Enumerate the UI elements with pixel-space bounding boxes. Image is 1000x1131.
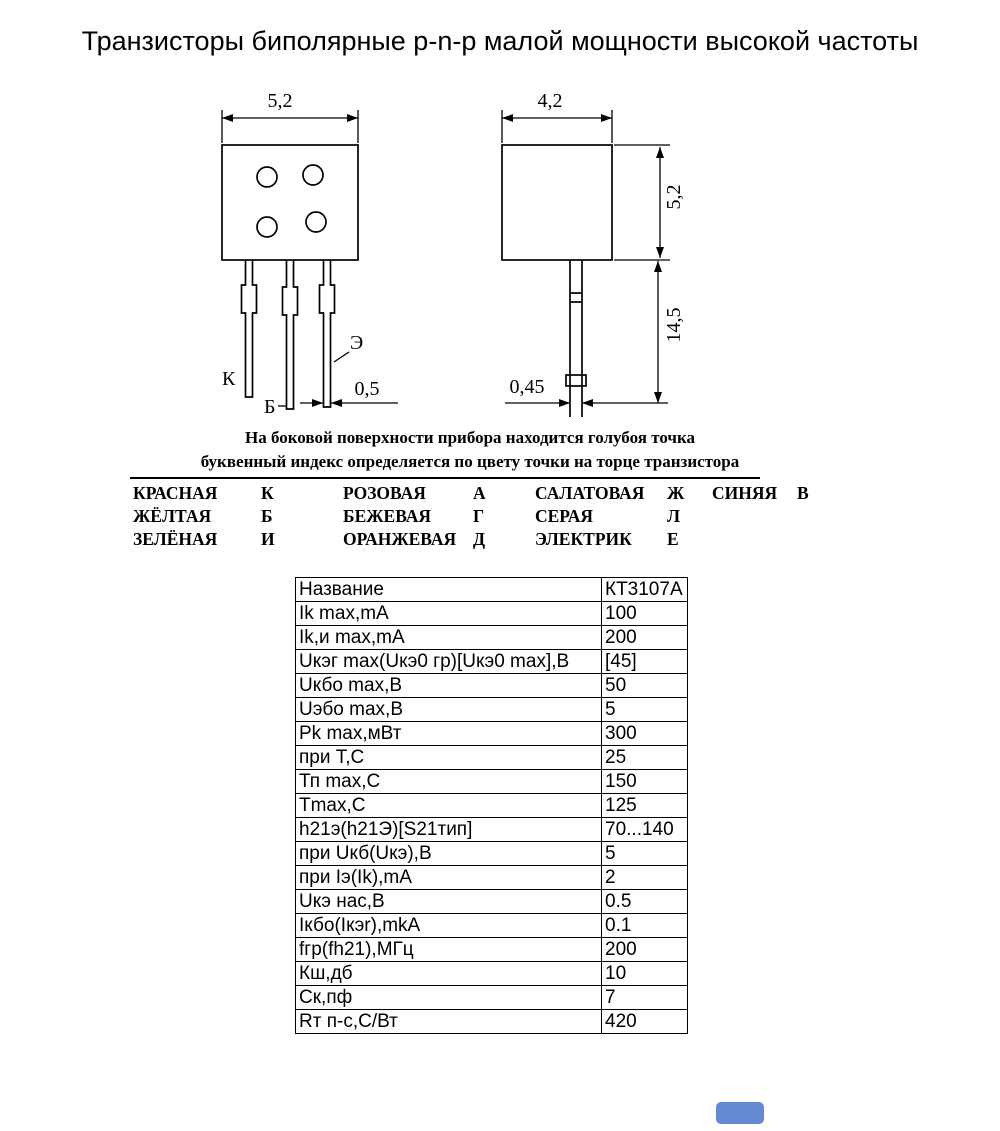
param-cell: Uкэ нас,В xyxy=(296,890,602,914)
table-row xyxy=(296,962,688,986)
transistor-package-drawing xyxy=(0,85,1000,430)
param-cell: Тп max,С xyxy=(296,770,602,794)
color-name: ЭЛЕКТРИК xyxy=(535,529,632,549)
value-cell: 7 xyxy=(602,986,688,1010)
value-cell: 0.1 xyxy=(602,914,688,938)
table-row xyxy=(296,842,688,866)
color-name: РОЗОВАЯ xyxy=(343,483,426,503)
param-cell: при Iэ(Ik),mA xyxy=(296,866,602,890)
value-cell: 5 xyxy=(602,842,688,866)
value-cell: 125 xyxy=(602,794,688,818)
mounting-hole-icon xyxy=(257,167,277,187)
value-cell: 200 xyxy=(602,626,688,650)
mounting-hole-icon xyxy=(303,165,323,185)
param-cell: Кш,дб xyxy=(296,962,602,986)
color-letter: К xyxy=(261,483,274,503)
page-title: Транзисторы биполярные p-n-p малой мощности высокой частоты xyxy=(81,26,919,56)
value-cell: 420 xyxy=(602,1010,688,1034)
mounting-hole-icon xyxy=(257,217,277,237)
side-height-dim-label: 5,2 xyxy=(663,184,685,210)
table-row xyxy=(296,866,688,890)
front-view-body xyxy=(222,145,358,409)
table-row xyxy=(296,770,688,794)
value-cell: 5 xyxy=(602,698,688,722)
table-row xyxy=(296,890,688,914)
param-cell: Pk max,мВт xyxy=(296,722,602,746)
value-cell: 0.5 xyxy=(602,890,688,914)
value-cell: 200 xyxy=(602,938,688,962)
value-cell: 25 xyxy=(602,746,688,770)
color-letter: А xyxy=(473,483,486,503)
table-row xyxy=(296,698,688,722)
param-cell: при Т,С xyxy=(296,746,602,770)
color-letter: Ж xyxy=(667,483,685,503)
lead-base xyxy=(283,260,298,409)
param-cell: Ik,и max,mA xyxy=(296,626,602,650)
color-letter-empty xyxy=(797,528,857,551)
value-cell: 100 xyxy=(602,602,688,626)
front-view-dimensions xyxy=(222,110,398,406)
color-letter: И xyxy=(261,529,275,549)
table-row xyxy=(296,746,688,770)
param-cell: Ik max,mA xyxy=(296,602,602,626)
pin-label-emitter: Э xyxy=(350,332,364,354)
param-cell: Uэбо max,В xyxy=(296,698,602,722)
param-cell: Uкбо max,В xyxy=(296,674,602,698)
color-letter-empty xyxy=(797,505,857,528)
blue-watermark-mark xyxy=(716,1102,764,1124)
divider-line xyxy=(130,477,760,479)
color-name: САЛАТОВАЯ xyxy=(535,483,645,503)
color-letter: Л xyxy=(667,506,681,526)
color-letter: Е xyxy=(667,529,679,549)
table-row xyxy=(296,722,688,746)
front-width-dim-label: 5,2 xyxy=(267,90,293,112)
lead-emitter xyxy=(320,260,335,407)
value-header-cell: КТ3107А xyxy=(602,578,688,602)
color-name: ОРАНЖЕВАЯ xyxy=(343,529,457,549)
color-name: ЗЕЛЁНАЯ xyxy=(133,529,218,549)
param-cell: Tmax,С xyxy=(296,794,602,818)
lead-collector xyxy=(242,260,257,397)
table-row xyxy=(296,602,688,626)
parameters-table xyxy=(295,577,688,1034)
color-letter: В xyxy=(797,483,809,503)
color-name: ЖЁЛТАЯ xyxy=(133,506,212,526)
table-header-row xyxy=(296,578,688,602)
pin-label-base: Б xyxy=(264,396,276,418)
param-cell: h21э(h21Э)[S21тип] xyxy=(296,818,602,842)
value-cell: 10 xyxy=(602,962,688,986)
value-cell: 50 xyxy=(602,674,688,698)
note-line-2: буквенный индекс определяется по цвету точки на торце транзистора xyxy=(200,452,740,471)
table-row xyxy=(296,938,688,962)
color-letter: Б xyxy=(261,506,273,526)
side-lead-length-dim-label: 14,5 xyxy=(663,307,685,343)
table-row xyxy=(296,626,688,650)
side-width-dim-label: 4,2 xyxy=(537,90,563,112)
color-code-table xyxy=(133,482,857,551)
param-cell: Iкбо(Iкэr),mkA xyxy=(296,914,602,938)
table-row xyxy=(296,650,688,674)
param-cell: Ск,пф xyxy=(296,986,602,1010)
color-letter: Д xyxy=(473,529,486,549)
value-cell: 150 xyxy=(602,770,688,794)
table-row xyxy=(296,818,688,842)
table-row xyxy=(296,914,688,938)
notes-block xyxy=(120,426,820,474)
value-cell: [45] xyxy=(602,650,688,674)
note-line-1: На боковой поверхности прибора находится голубоя точка xyxy=(244,428,696,447)
color-name: КРАСНАЯ xyxy=(133,483,218,503)
color-name: БЕЖЕВАЯ xyxy=(343,506,432,526)
value-cell: 70...140 xyxy=(602,818,688,842)
table-row xyxy=(296,1010,688,1034)
pin-label-collector: К xyxy=(222,368,236,390)
value-cell: 2 xyxy=(602,866,688,890)
value-cell: 300 xyxy=(602,722,688,746)
param-cell: Rт п-с,С/Вт xyxy=(296,1010,602,1034)
color-letter: Г xyxy=(473,506,485,526)
param-cell: Uкэг max(Uкэ0 гр)[Uкэ0 max],В xyxy=(296,650,602,674)
table-row xyxy=(296,794,688,818)
color-name-empty xyxy=(712,528,797,551)
mounting-hole-icon xyxy=(306,212,326,232)
param-cell: при Uкб(Uкэ),В xyxy=(296,842,602,866)
table-row xyxy=(296,674,688,698)
table-row xyxy=(296,986,688,1010)
side-view-dimensions xyxy=(502,110,670,403)
front-lead-width-dim-label: 0,5 xyxy=(354,378,380,400)
color-name: СИНЯЯ xyxy=(712,483,778,503)
color-name-empty xyxy=(712,505,797,528)
param-cell: fгр(fh21),МГц xyxy=(296,938,602,962)
param-header-cell: Название xyxy=(296,578,602,602)
side-lead-thickness-dim-label: 0,45 xyxy=(509,376,545,398)
color-name: СЕРАЯ xyxy=(535,506,594,526)
